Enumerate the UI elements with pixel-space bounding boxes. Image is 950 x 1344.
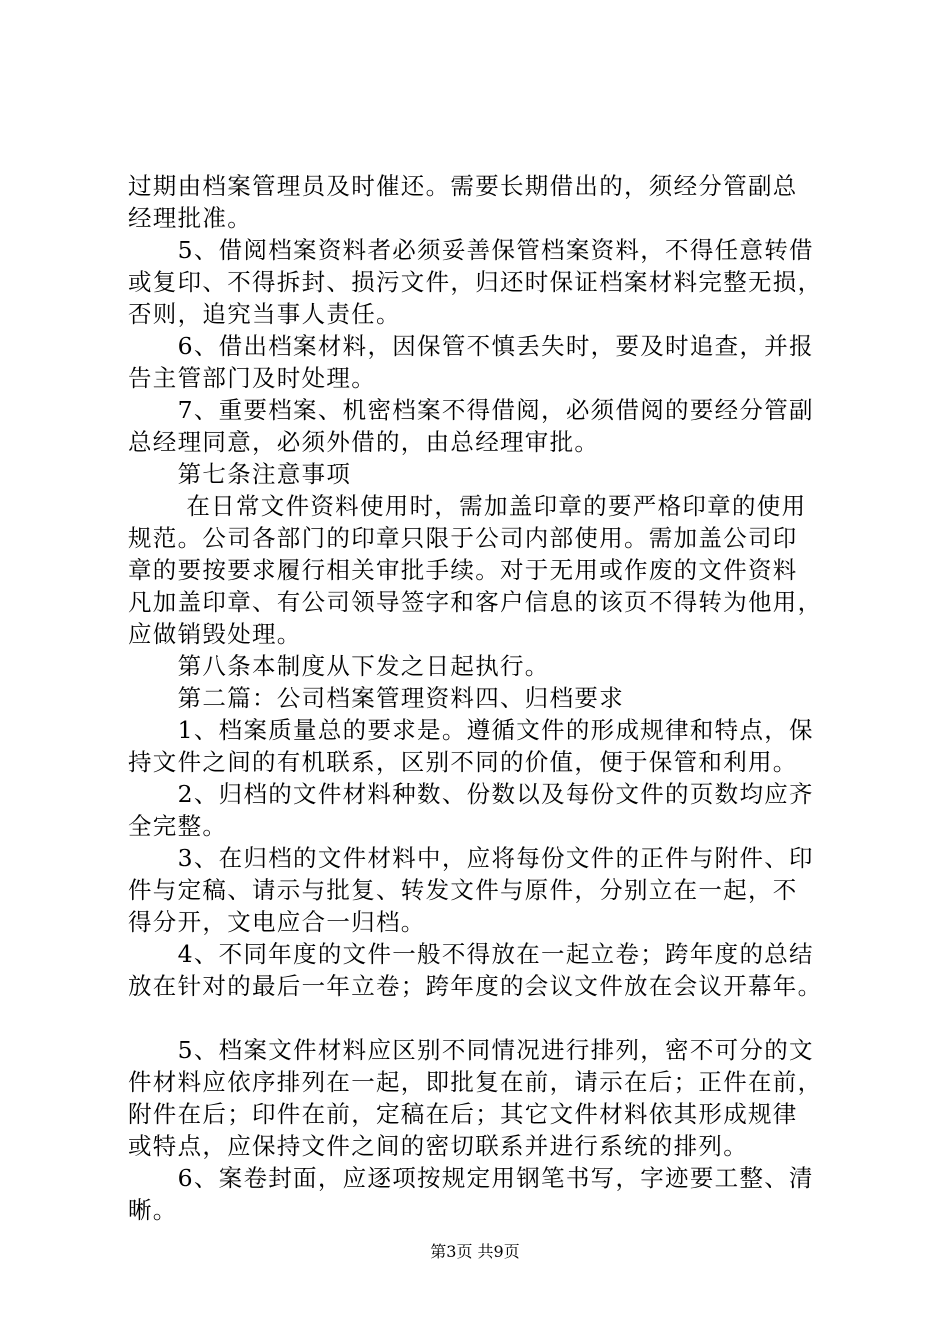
text-line: 告主管部门及时处理。: [128, 364, 376, 392]
text-line: 或特点，应保持文件之间的密切联系并进行系统的排列。: [128, 1132, 748, 1160]
text-line: 持文件之间的有机联系，区别不同的价值，便于保管和利用。: [128, 748, 798, 776]
text-line: 总经理同意，必须外借的，由总经理审批。: [128, 428, 600, 456]
document-body: [128, 170, 828, 1226]
text-line: 应做销毁处理。: [128, 620, 302, 648]
text-line: 件与定稿、请示与批复、转发文件与原件，分别立在一起，不: [128, 876, 798, 904]
text-line: 晰。: [128, 1196, 178, 1224]
text-line: 凡加盖印章、有公司领导签字和客户信息的该页不得转为他用，: [128, 588, 823, 616]
blank-line: [128, 1002, 828, 1034]
text-line: 放在针对的最后一年立卷；跨年度的会议文件放在会议开幕年。: [128, 972, 823, 1000]
text-line: 6、借出档案材料，因保管不慎丢失时，要及时追查，并报: [128, 332, 814, 360]
text-line: 3、在归档的文件材料中，应将每份文件的正件与附件、印: [128, 844, 814, 872]
text-line: 经理批准。: [128, 204, 252, 232]
text-line: 否则，追究当事人责任。: [128, 300, 401, 328]
text-line: 2、归档的文件材料种数、份数以及每份文件的页数均应齐: [128, 780, 814, 808]
text-line: 规范。公司各部门的印章只限于公司内部使用。需加盖公司印: [128, 524, 798, 552]
section-heading: 第八条本制度从下发之日起执行。: [128, 652, 550, 680]
text-line: 过期由档案管理员及时催还。需要长期借出的，须经分管副总: [128, 172, 798, 200]
text-line: 5、档案文件材料应区别不同情况进行排列，密不可分的文: [128, 1036, 814, 1064]
text-line: 章的要按要求履行相关审批手续。对于无用或作废的文件资料: [128, 556, 798, 584]
text-line: 全完整。: [128, 812, 228, 840]
text-line: 得分开，文电应合一归档。: [128, 908, 426, 936]
section-heading: 第二篇：公司档案管理资料四、归档要求: [128, 684, 624, 712]
text-line: 1、档案质量总的要求是。遵循文件的形成规律和特点，保: [128, 716, 814, 744]
text-line: 4、不同年度的文件一般不得放在一起立卷；跨年度的总结: [128, 940, 814, 968]
text-line: 5、借阅档案资料者必须妥善保管档案资料，不得任意转借: [128, 236, 814, 264]
section-heading: 第七条注意事项: [128, 460, 352, 488]
text-line: 附件在后；印件在前，定稿在后；其它文件材料依其形成规律: [128, 1100, 798, 1128]
text-line: 7、重要档案、机密档案不得借阅，必须借阅的要经分管副: [128, 396, 814, 424]
text-line: 件材料应依序排列在一起，即批复在前，请示在后；正件在前，: [128, 1068, 823, 1096]
page-number-footer: 第3页 共9页: [430, 1242, 520, 1261]
text-line: 或复印、不得拆封、损污文件，归还时保证档案材料完整无损，: [128, 268, 823, 296]
text-line: 在日常文件资料使用时，需加盖印章的要严格印章的使用: [128, 492, 807, 520]
text-line: 6、案卷封面，应逐项按规定用钢笔书写，字迹要工整、清: [128, 1164, 814, 1192]
